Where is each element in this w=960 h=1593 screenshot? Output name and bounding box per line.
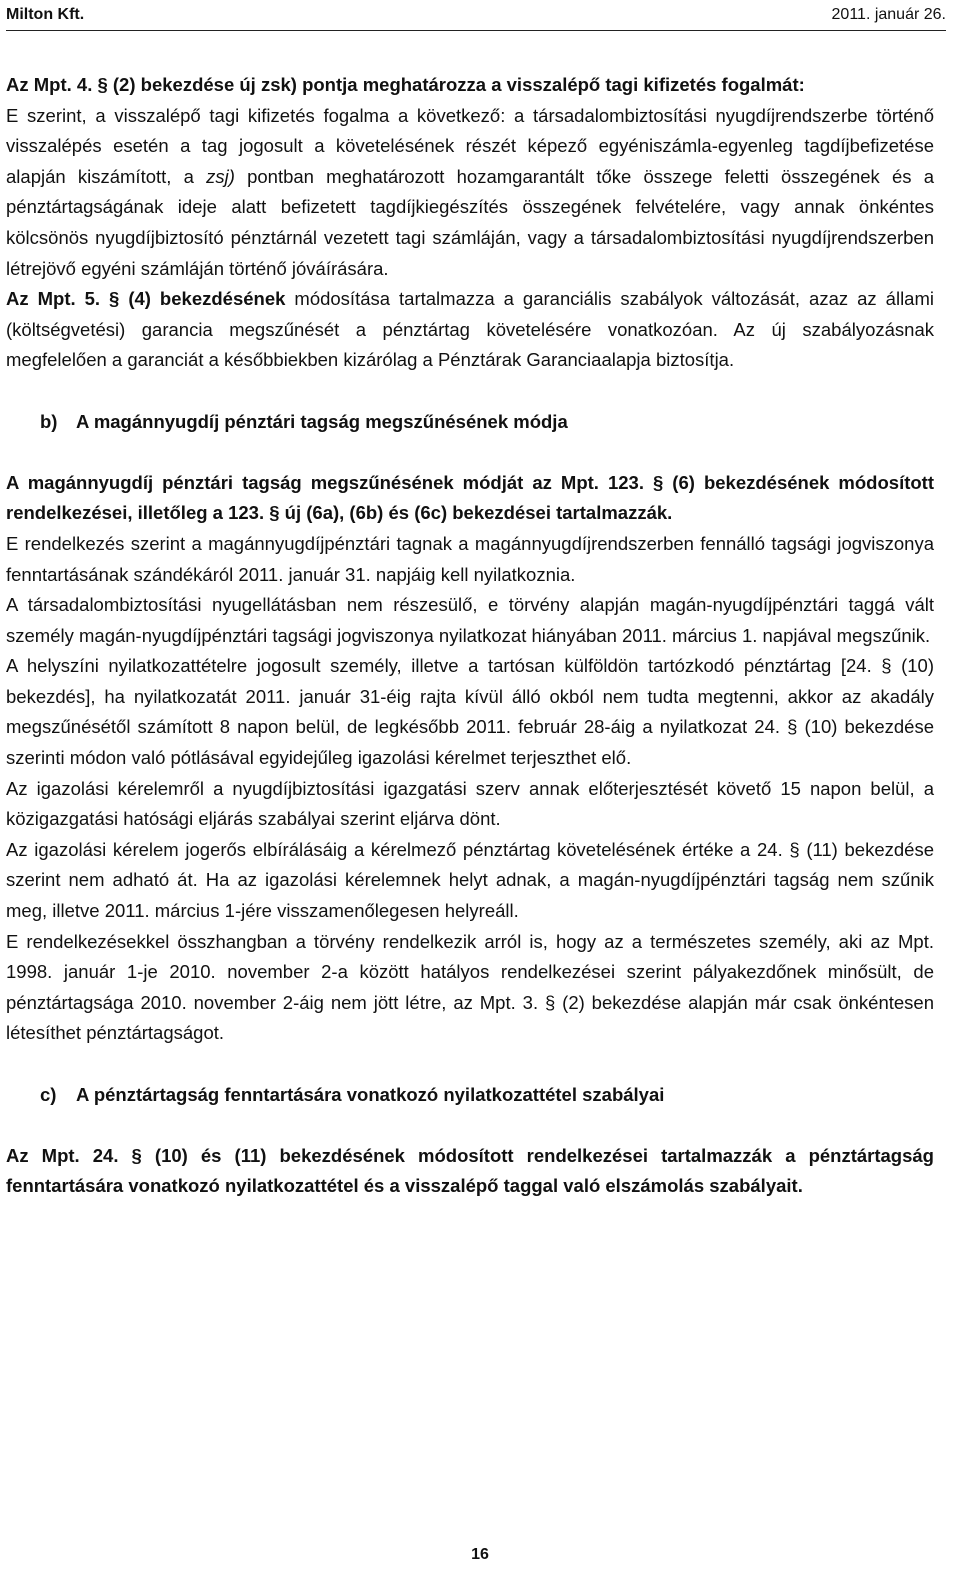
spacer <box>6 1110 934 1141</box>
paragraph-lead-bold: A magánnyugdíj pénztári tagság megszűnésének módját az Mpt. 123. § (6) bekezdésének módosított rendelkezései, illetőleg a 123. § új (6a), (6b) és (6c) bekezdései tartalmazzák. <box>6 471 934 524</box>
paragraph-lead-bold: Az Mpt. 4. § (2) bekezdése új zsk) pontja meghatározza a visszalépő tagi kifizetés fogalmát: <box>6 74 805 95</box>
section-label: c) <box>40 1083 57 1105</box>
header-date: 2011. január 26. <box>831 6 946 23</box>
paragraph-mpt-5 <box>6 284 934 376</box>
paragraph-text: módosítása tartalmazza a garanciális szabályok változását, azaz az állami (költségvetési) garancia megszűnését a pénztártag követelésére vonatkozóan. Az új szabályozásnak megfelelően a garanciát a későbbiekben kizárólag a Pénztárak Garanciaalapja biztosítja. <box>6 288 934 371</box>
spacer <box>6 1049 934 1080</box>
paragraph-text: pontban meghatározott hozamgarantált tőke összege feletti összegének és a pénztártagságának ideje alatt befizetett tagdíjkiegészítés összegének felvételére, vagy annak önkéntes kölcsönös nyugdíjbiztosító pénztárnál vezetett tagi számláján, vagy a társadalombiztosítási nyugdíjrendszerben létrejövő egyéni számláján történő jóváírására. <box>6 165 934 279</box>
section-heading-b <box>6 407 934 438</box>
paragraph-mpt-4 <box>6 70 934 284</box>
paragraph-text: E szerint, a visszalépő tagi kifizetés fogalma a következő: a társadalombiztosítási nyugdíjrendszerbe történő visszalépés esetén a tag jogosult a követelésének részét képező egyéniszámla-egyenleg tagdíjbefizetése alapján kiszámított, a <box>6 104 934 187</box>
paragraph-text: Az igazolási kérelem jogerős elbírálásáig a kérelmező pénztártag követelésének értéke a 24. § (11) bekezdése szerint nem adható át. Ha az igazolási kérelemnek helyt adnak, a magán-nyugdíjpénztári tagság nem szűnik meg, illetve 2011. március 1-jére visszamenőlegesen helyreáll. <box>6 838 934 922</box>
spacer <box>6 437 934 468</box>
header-company: Milton Kft. <box>6 6 85 23</box>
section-heading-c <box>6 1080 934 1111</box>
paragraph-text: Az igazolási kérelemről a nyugdíjbiztosítási igazgatási szerv annak előterjesztését követő 15 napon belül, a közigazgatási hatósági eljárás szabályai szerint eljárva dönt. <box>6 777 934 830</box>
section-title: A pénztártagság fenntartására vonatkozó nyilatkozattétel szabályai <box>76 1083 665 1105</box>
page-number: 16 <box>471 1546 489 1563</box>
paragraph-italic-ref: zsj) <box>206 165 235 187</box>
section-label: b) <box>40 410 58 432</box>
paragraph-lead-bold: Az Mpt. 24. § (10) és (11) bekezdésének módosított rendelkezései tartalmazzák a pénztártagság fenntartására vonatkozó nyilatkozattétel és a visszalépő taggal való elszámolás szabályait. <box>6 1144 934 1197</box>
spacer <box>6 376 934 407</box>
paragraph-text: A társadalombiztosítási nyugellátásban nem részesülő, e törvény alapján magán-nyugdíjpénztári taggá vált személy magán-nyugdíjpénztári tagsági jogviszonya nyilatkozat hiányában 2011. március 1. napjával megszűnik. <box>6 594 934 646</box>
section-title: A magánnyugdíj pénztári tagság megszűnésének módja <box>76 410 568 432</box>
paragraph-text: E rendelkezésekkel összhangban a törvény rendelkezik arról is, hogy az a természetes személy, aki az Mpt. 1998. január 1-je 2010. november 2-a között hatályos rendelkezései szerint pályakezdőnek minősült, de pénztártagsága 2010. november 2-áig nem jött létre, az Mpt. 3. § (2) bekezdése alapján már csak önkéntesen létesíthet pénztártagságot. <box>6 930 934 1044</box>
paragraph-text: A helyszíni nyilatkozattételre jogosult személy, illetve a tartósan külföldön tartózkodó pénztártag [24. § (10) bekezdés], ha nyilatkozatát 2011. január 31-éig rajta kívül álló okból nem tudta megtenni, akkor az akadály megszűnésétől számított 8 napon belül, de legkésőbb 2011. február 28-áig a nyilatkozat 24. § (10) bekezdése szerinti módon való pótlásával egyidejűleg igazolási kérelmet terjeszthet elő. <box>6 655 934 769</box>
page-header <box>6 2 946 31</box>
paragraph-text: E rendelkezés szerint a magánnyugdíjpénztári tagnak a magánnyugdíjrendszerben fennálló tagsági jogviszonya fenntartásának szándékáról 2011. január 31. napjáig kell nyilatkoznia. <box>6 532 934 585</box>
paragraph-lead-bold: Az Mpt. 5. § (4) bekezdésének <box>6 288 286 310</box>
document-body <box>6 70 934 1202</box>
